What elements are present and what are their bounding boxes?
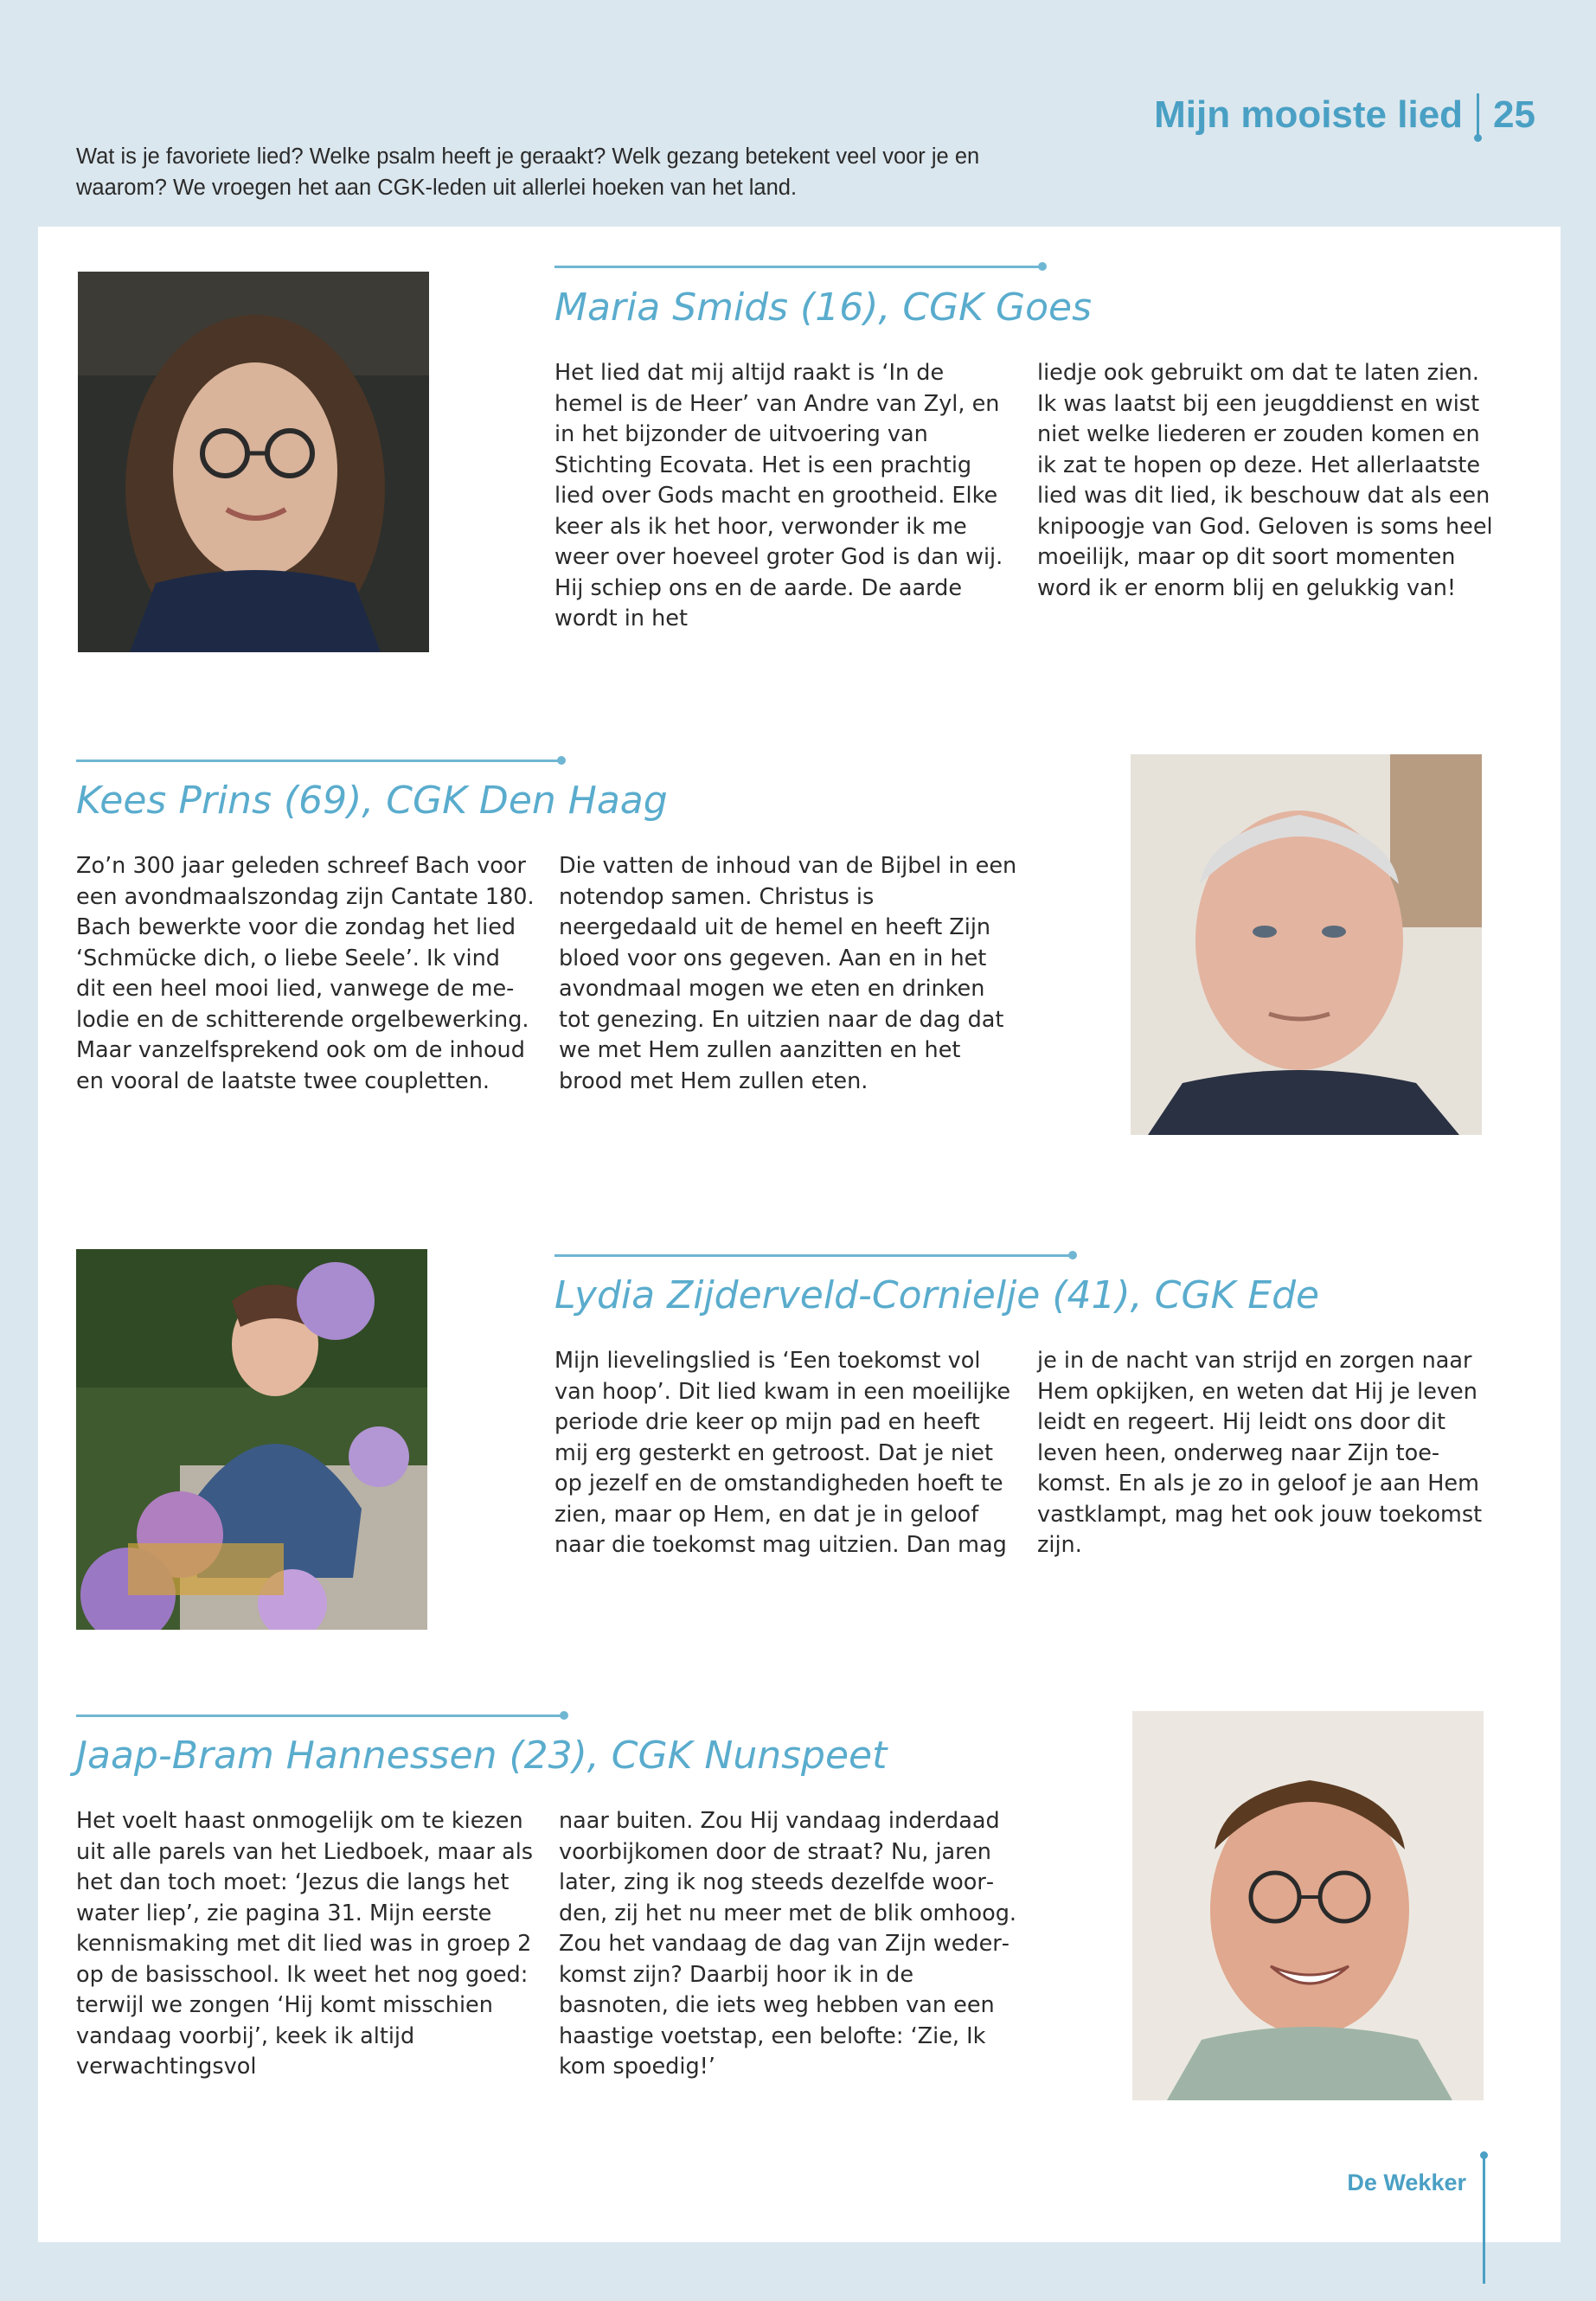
- header-separator: [1477, 93, 1479, 137]
- text-column-2: naar buiten. Zou Hij vandaag inderdaad voorbijkomen door de straat? Nu, jaren later, zing ik nog steeds dezelfde woorden, zij het nu meer met de blik omhoog. Zou het vandaag de dag van Zijn wederkomst zijn? Daarbij hoor ik in de basnoten, die iets weg hebben van een haastige voetstap, een belofte: ‘Zie, Ik kom spoedig!’: [559, 1808, 1017, 2080]
- person-name: Lydia Zijderveld-Cornielje (41), CGK Ede: [554, 1273, 1320, 1317]
- name-rule: [76, 760, 562, 762]
- person-name: Maria Smids (16), CGK Goes: [554, 285, 1093, 330]
- text-column-1: Het voelt haast onmogelijk om te kiezen uit alle parels van het Liedboek, maar als het dan toch moet: ‘Jezus die langs het water liep’, zie pagina 31. Mijn eerste kennismaking met dit lied was in groep 2 op de basisschool. Ik weet het nog goed: terwijl we zongen ‘Hij komt misschien vandaag voorbij’, keek ik altijd verwachtingsvol: [76, 1808, 534, 2080]
- section-header: [1154, 93, 1535, 137]
- name-rule: [554, 266, 1043, 268]
- portrait-photo-jaap-bram: [1132, 1711, 1484, 2100]
- portrait-photo-maria: [78, 272, 429, 652]
- section-title: Mijn mooiste lied: [1154, 93, 1464, 136]
- person-name: Jaap-Bram Hannessen (23), CGK Nunspeet: [76, 1734, 888, 1778]
- text-column-2: Die vatten de inhoud van de Bijbel in een notendop samen. Christus is neergedaald uit de hemel en heeft Zijn bloed voor ons gegeven. Aan en in het avondmaal mogen we eten en drinken tot genezing. En uitzien naar de dag dat we met Hem zullen aanzitten en het brood met Hem zullen eten.: [559, 853, 1017, 1094]
- text-column-1: Het lied dat mij altijd raakt is ‘In de hemel is de Heer’ van Andre van Zyl, en in het bijzonder de uitvoering van Stichting Ecovata. Het is een prachtig lied over Gods macht en grootheid. Elke keer als ik het hoor, verwonder ik me weer over hoeveel groter God is dan wij. Hij schiep ons en de aarde. De aarde wordt in het: [554, 360, 1003, 631]
- name-rule: [554, 1254, 1074, 1257]
- magazine-brand: De Wekker: [1347, 2170, 1466, 2195]
- person-name: Kees Prins (69), CGK Den Haag: [76, 779, 668, 823]
- page-header: [0, 0, 1596, 227]
- text-column-2: je in de nacht van strijd en zorgen naar Hem opkijken, en weten dat Hij je leven leidt en regeert. Hij leidt ons door dit leven heen, onderweg naar Zijn toekomst. En als je zo in geloof je aan Hem vastklampt, mag het ook jouw toekomst zijn.: [1037, 1348, 1483, 1558]
- content-panel: [38, 227, 1561, 2242]
- text-column-1: Mijn lievelingslied is ‘Een toekomst vol van hoop’. Dit lied kwam in een moeilijke periode drie keer op mijn pad en heeft mij erg gesterkt en getroost. Dat je niet op jezelf en de omstandigheden hoeft te zien, maar op Hem, en dat je in geloof naar die toekomst mag uitzien. Dan mag: [554, 1348, 1011, 1558]
- garden-photo-lydia: [76, 1249, 427, 1630]
- text-column-2: liedje ook gebruikt om dat te laten zien. Ik was laatst bij een jeugddienst en wist niet welke liederen er zouden komen en ik zat te hopen op deze. Het allerlaatste lied was dit lied, ik beschouw dat als een knipoogje van God. Geloven is soms heel moeilijk, maar op dit soort momenten word ik er enorm blij en gelukkig van!: [1037, 360, 1493, 601]
- name-rule: [76, 1715, 565, 1717]
- text-column-1: Zo’n 300 jaar geleden schreef Bach voor een avondmaalszondag zijn Cantate 180. Bach bewerkte voor die zondag het lied ‘Schmücke dich, o liebe Seele’. Ik vind dit een heel mooi lied, vanwege de melodie en de schitterende orgelbewerking. Maar vanzelfsprekend ook om de inhoud en vooral de laatste twee coupletten.: [76, 853, 535, 1094]
- intro-text: Wat is je favoriete lied? Welke psalm heeft je geraakt? Welk gezang betekent veel voor je en waarom? We vroegen het aan CGK-leden uit allerlei hoeken van het land.: [76, 144, 980, 200]
- footer-line: [1483, 2154, 1485, 2284]
- portrait-photo-kees: [1131, 754, 1482, 1135]
- page-number: 25: [1493, 93, 1535, 136]
